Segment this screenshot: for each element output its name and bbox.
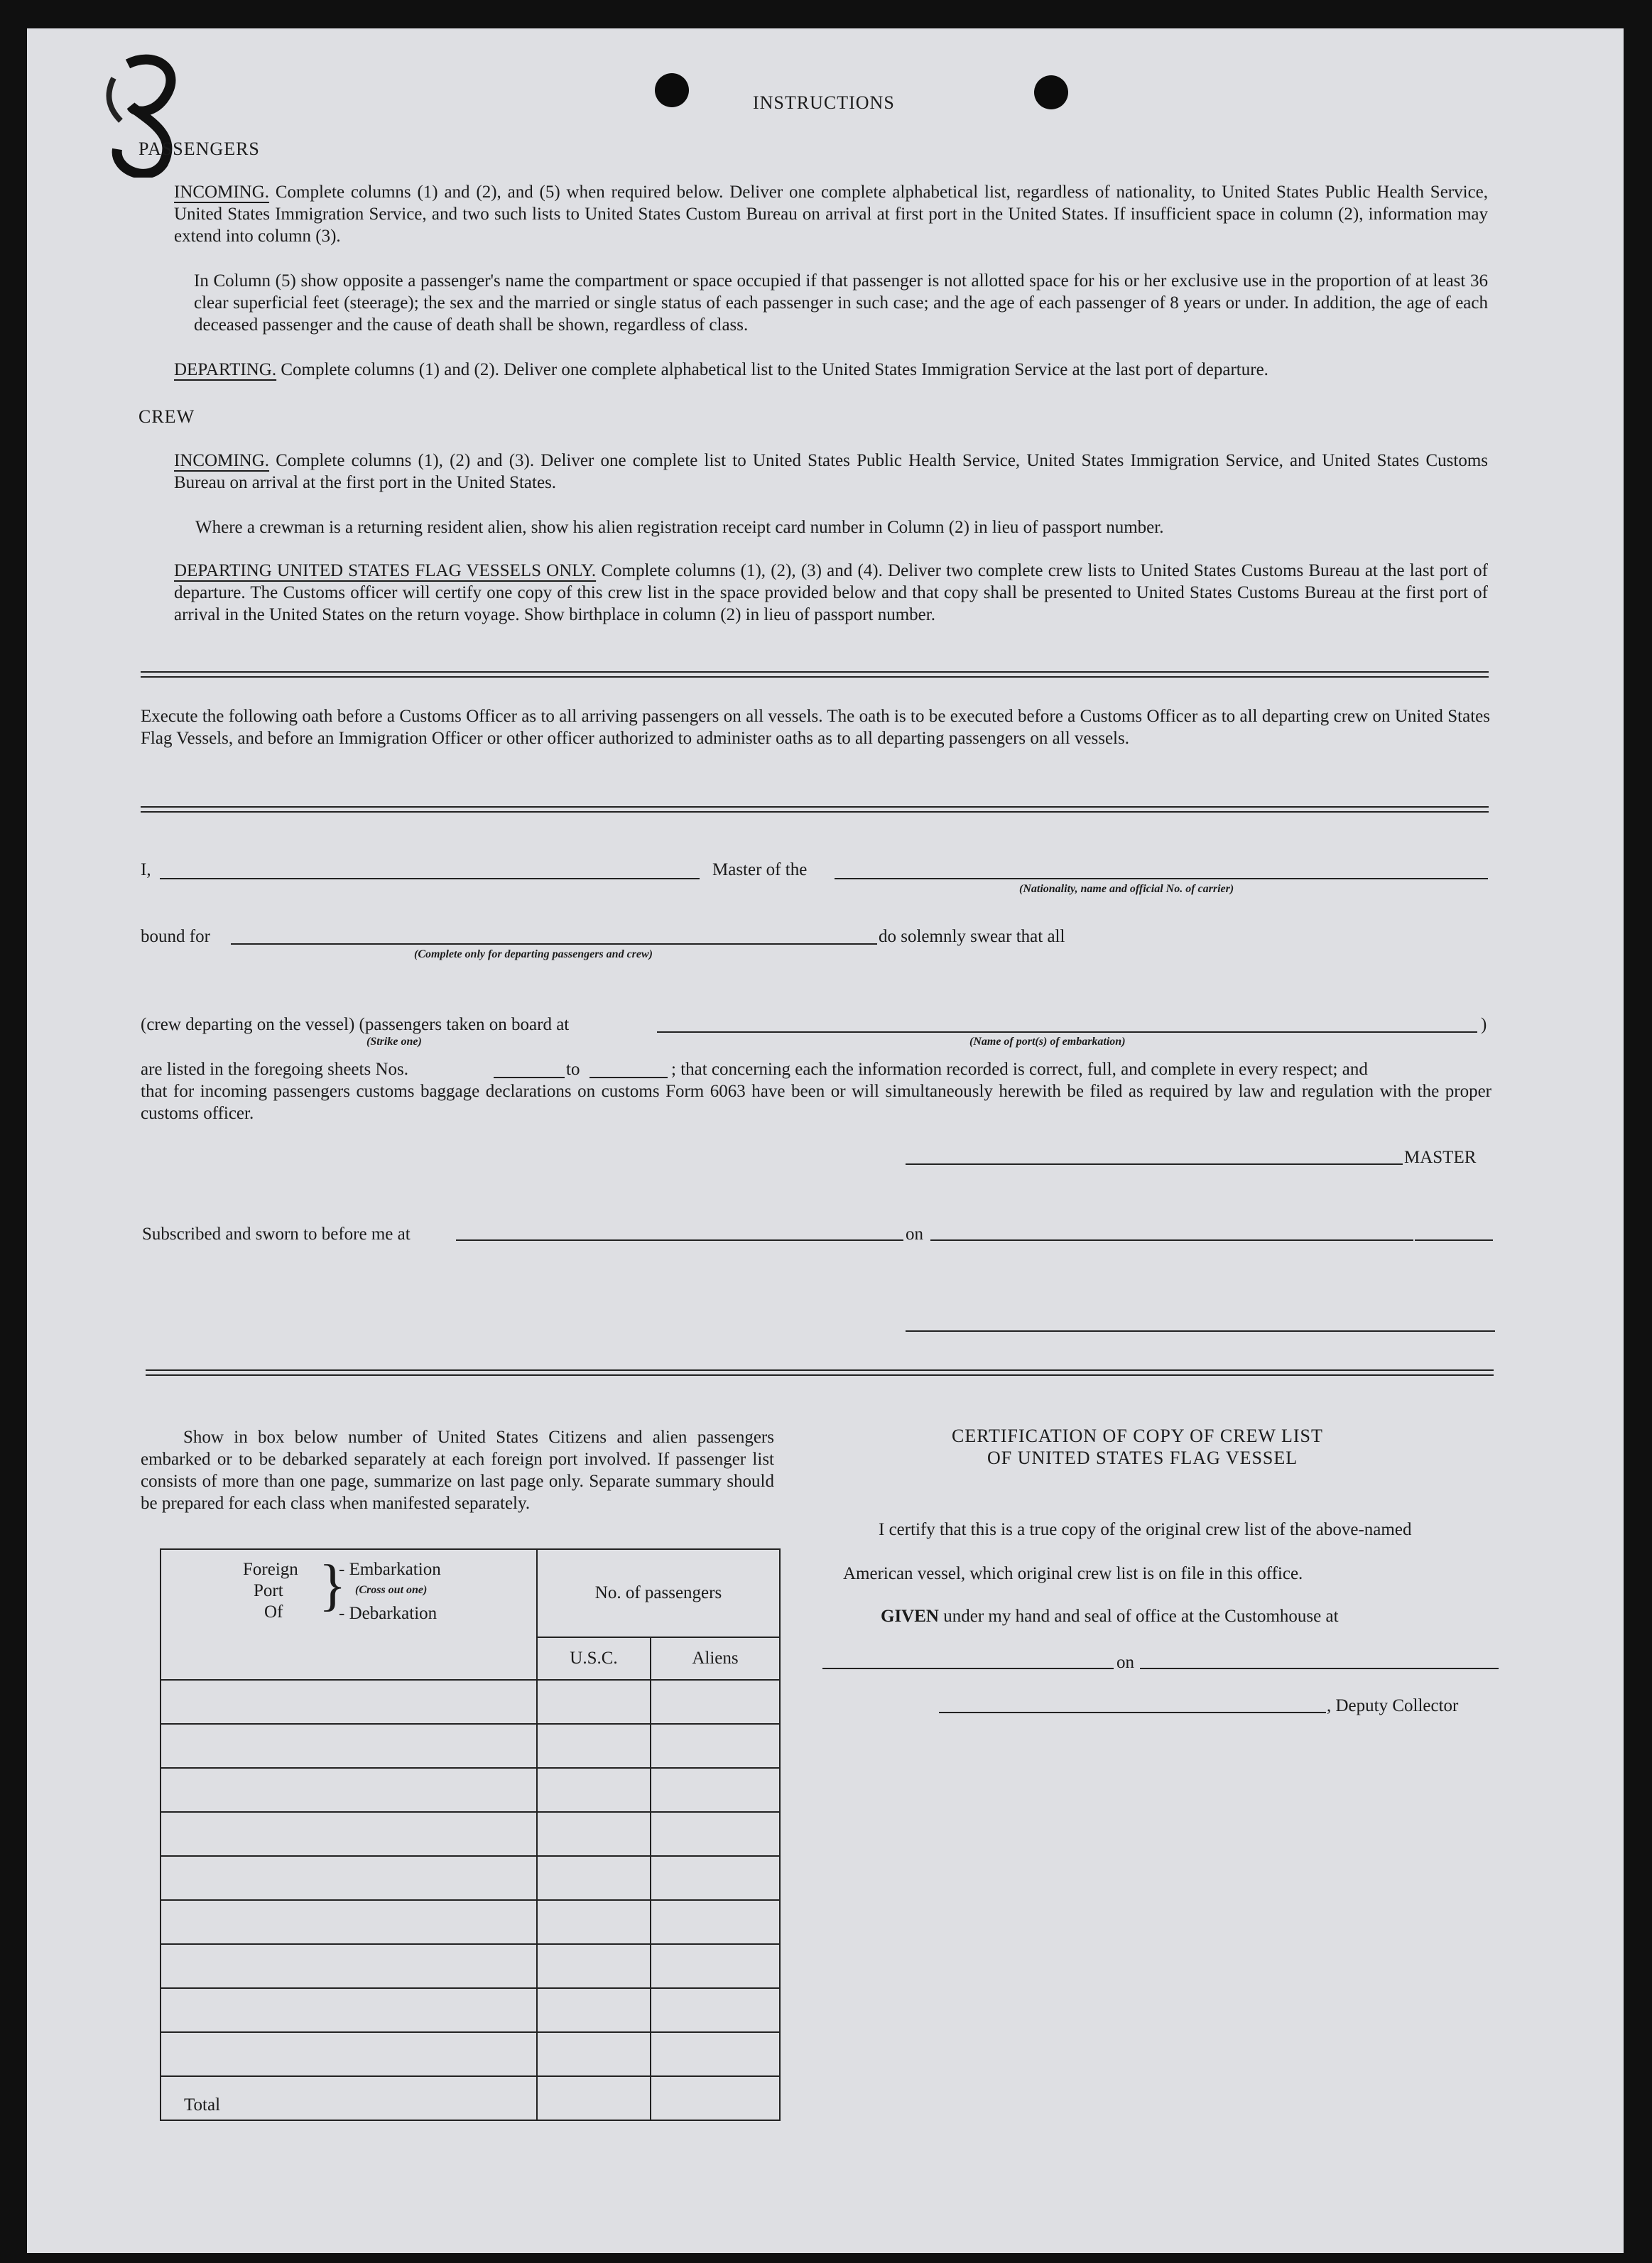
crew-departing-label: (crew departing on the vessel) (passengers taken on board at [141,1015,570,1034]
column5-paragraph: In Column (5) show opposite a passenger's name the compartment or space occupied if that passenger is not allotted space for his or her exclusive use in the proportion of at least 36 clear superficial feet (steerage); the sex and the married or single status of each passenger in such case; and the age of each passenger of 8 years or under. In addition, the age of each deceased passenger and the cause of death shall be shown, regardless of class. [194,271,1488,335]
crew-incoming-text: Complete columns (1), (2) and (3). Deliver one complete list to United States Public Health Service, United States Immigration Service, and United States Customs Bureau on arrival at the first port in the United States. [174,451,1488,492]
bound-for-field[interactable] [231,943,877,945]
table-row-port[interactable] [161,1724,537,1768]
sworn-date-field[interactable] [930,1239,1413,1241]
divider-2 [141,806,1489,813]
total-label: Total [184,2095,221,2115]
total-usc[interactable] [537,2076,651,2120]
officer-signature-field[interactable] [906,1330,1495,1332]
foreign-port-header [161,1549,537,1680]
carrier-field[interactable] [835,878,1488,879]
of-label: Of [264,1602,283,1622]
foreign-label: Foreign [243,1560,298,1579]
divider-1 [141,671,1489,678]
table-row-usc[interactable] [537,1856,651,1900]
listed-text-1: ; that concerning each the information recorded is correct, full, and complete in every respect; and [671,1060,1368,1079]
listed-label: are listed in the foregoing sheets Nos. [141,1060,408,1079]
debarkation-label: - Debarkation [339,1604,438,1623]
ports-caption: (Name of port(s) of embarkation) [969,1036,1126,1048]
table-row-port[interactable] [161,1768,537,1812]
given-label: GIVEN [881,1607,939,1626]
table-row-usc[interactable] [537,1900,651,1944]
given-text: under my hand and seal of office at the Customhouse at [943,1607,1339,1626]
total-row-label [161,2076,537,2120]
table-row-usc[interactable] [537,1812,651,1856]
bound-caption: (Complete only for departing passengers and crew) [414,948,653,960]
sworn-on-label: on [906,1225,923,1244]
deputy-label: , Deputy Collector [1327,1696,1459,1715]
table-row-port[interactable] [161,1944,537,1988]
bound-for-label: bound for [141,927,210,946]
table-row-usc[interactable] [537,1680,651,1724]
close-paren: ) [1481,1015,1487,1034]
table-row-usc[interactable] [537,2032,651,2076]
table-row-usc[interactable] [537,1768,651,1812]
crew-incoming-paragraph [174,450,1488,494]
carrier-caption: (Nationality, name and official No. of carrier) [1019,883,1234,895]
listed-text-2: that for incoming passengers customs baggage declarations on customs Form 6063 have been or will simultaneously herewith be filed as required by law and regulation with the proper customs officer. [141,1082,1491,1123]
table-row-aliens[interactable] [651,1812,780,1856]
table-row-port[interactable] [161,1988,537,2032]
cert-date-field[interactable] [1140,1668,1499,1669]
subscribed-label: Subscribed and sworn to before me at [142,1225,411,1244]
table-row-aliens[interactable] [651,1988,780,2032]
master-of-label: Master of the [712,860,808,879]
table-row-port[interactable] [161,2032,537,2076]
passengers-incoming-paragraph [174,181,1488,247]
sworn-place-field[interactable] [456,1239,903,1241]
oath-i-label: I, [141,860,151,879]
punch-hole-right [1034,75,1068,109]
certification-text-1: I certify that this is a true copy of the original crew list of the above-named [879,1520,1412,1539]
passengers-departing-text: Complete columns (1) and (2). Deliver one complete alphabetical list to the United States Immigration Service at the last port of departure. [281,360,1268,379]
certification-title-1: CERTIFICATION OF COPY OF CREW LIST [952,1426,1323,1446]
crew-departing-label: DEPARTING UNITED STATES FLAG VESSELS ONLY. [174,561,597,580]
passengers-header: No. of passengers [537,1549,780,1637]
punch-hole-left [655,73,689,107]
passengers-incoming-label: INCOMING. [174,183,270,202]
master-signature-field[interactable] [906,1163,1403,1165]
table-row-port[interactable] [161,1856,537,1900]
passenger-summary-table [160,1548,781,2121]
cross-out-caption: (Cross out one) [355,1584,428,1596]
table-row-aliens[interactable] [651,1768,780,1812]
sheet-to-field[interactable] [589,1077,668,1078]
table-row-aliens[interactable] [651,1900,780,1944]
certification-text-2: American vessel, which original crew list is on file in this office. [843,1564,1303,1583]
table-row-aliens[interactable] [651,1944,780,1988]
passengers-heading: PASSENGERS [138,139,260,159]
table-row-aliens[interactable] [651,1856,780,1900]
deputy-signature-field[interactable] [939,1712,1326,1713]
divider-3 [146,1369,1494,1376]
table-row-aliens[interactable] [651,2032,780,2076]
crew-incoming-label: INCOMING. [174,451,270,470]
swear-label: do solemnly swear that all [879,927,1065,946]
table-row-aliens[interactable] [651,1680,780,1724]
usc-header: U.S.C. [537,1637,651,1680]
certification-title-2: OF UNITED STATES FLAG VESSEL [987,1448,1298,1468]
strike-caption: (Strike one) [366,1036,422,1048]
brace-icon: } [319,1554,347,1617]
master-label: MASTER [1404,1148,1477,1167]
passengers-incoming-text: Complete columns (1) and (2), and (5) when required below. Deliver one complete alphabetical list, regardless of nationality, to United States Public Health Service, United States Immigration Service, and two such lists to United States Custom Bureau on arrival at first port in the United States. If insufficient space in column (2), information may extend into column (3). [174,183,1489,246]
crewman-paragraph: Where a crewman is a returning resident alien, show his alien registration receipt card number in Column (2) in lieu of passport number. [195,518,1164,537]
table-row-usc[interactable] [537,1988,651,2032]
customhouse-field[interactable] [822,1668,1114,1669]
sworn-date-field-2[interactable] [1415,1239,1493,1241]
crew-departing-paragraph [174,560,1488,626]
oath-instructions: Execute the following oath before a Customs Officer as to all arriving passengers on all vessels. The oath is to be executed before a Customs Officer as to all departing crew on United States Flag Vessels, and before an Immigration Officer or other officer authorized to administer oaths as to all departing passengers on all vessels. [141,707,1490,748]
embarkation-ports-field[interactable] [657,1031,1477,1033]
given-line [881,1605,1339,1627]
cert-on-label: on [1116,1653,1134,1672]
to-label: to [566,1060,580,1079]
crew-heading: CREW [138,406,195,427]
crew-departing-text: Complete columns (1), (2), (3) and (4). Deliver two complete crew lists to United States Customs Bureau at the last port of departure. The Customs officer will certify one copy of this crew list in the space provided below and that copy shall be presented to United States Customs Bureau at the first port of arrival in the United States on the return voyage. Show birthplace in column (2) in lieu of passport number. [174,561,1488,624]
port-label: Port [254,1581,283,1600]
sheet-from-field[interactable] [494,1077,565,1078]
master-name-field[interactable] [160,878,700,879]
total-aliens[interactable] [651,2076,780,2120]
embarkation-label: - Embarkation [339,1560,441,1579]
table-row-port[interactable] [161,1812,537,1856]
table-row-usc[interactable] [537,1724,651,1768]
table-row-port[interactable] [161,1900,537,1944]
passengers-departing-label: DEPARTING. [174,360,277,379]
table-row-usc[interactable] [537,1944,651,1988]
passengers-departing-paragraph [174,359,1488,381]
table-row-port[interactable] [161,1680,537,1724]
table-row-aliens[interactable] [651,1724,780,1768]
summary-instructions: Show in box below number of United States Citizens and alien passengers embarked or to be debarked separately at each foreign port involved. If passenger list consists of more than one page, summarize on last page only. Separate summary should be prepared for each class when manifested separately. [141,1428,774,1513]
aliens-header: Aliens [651,1637,780,1680]
page-title: INSTRUCTIONS [753,92,895,113]
